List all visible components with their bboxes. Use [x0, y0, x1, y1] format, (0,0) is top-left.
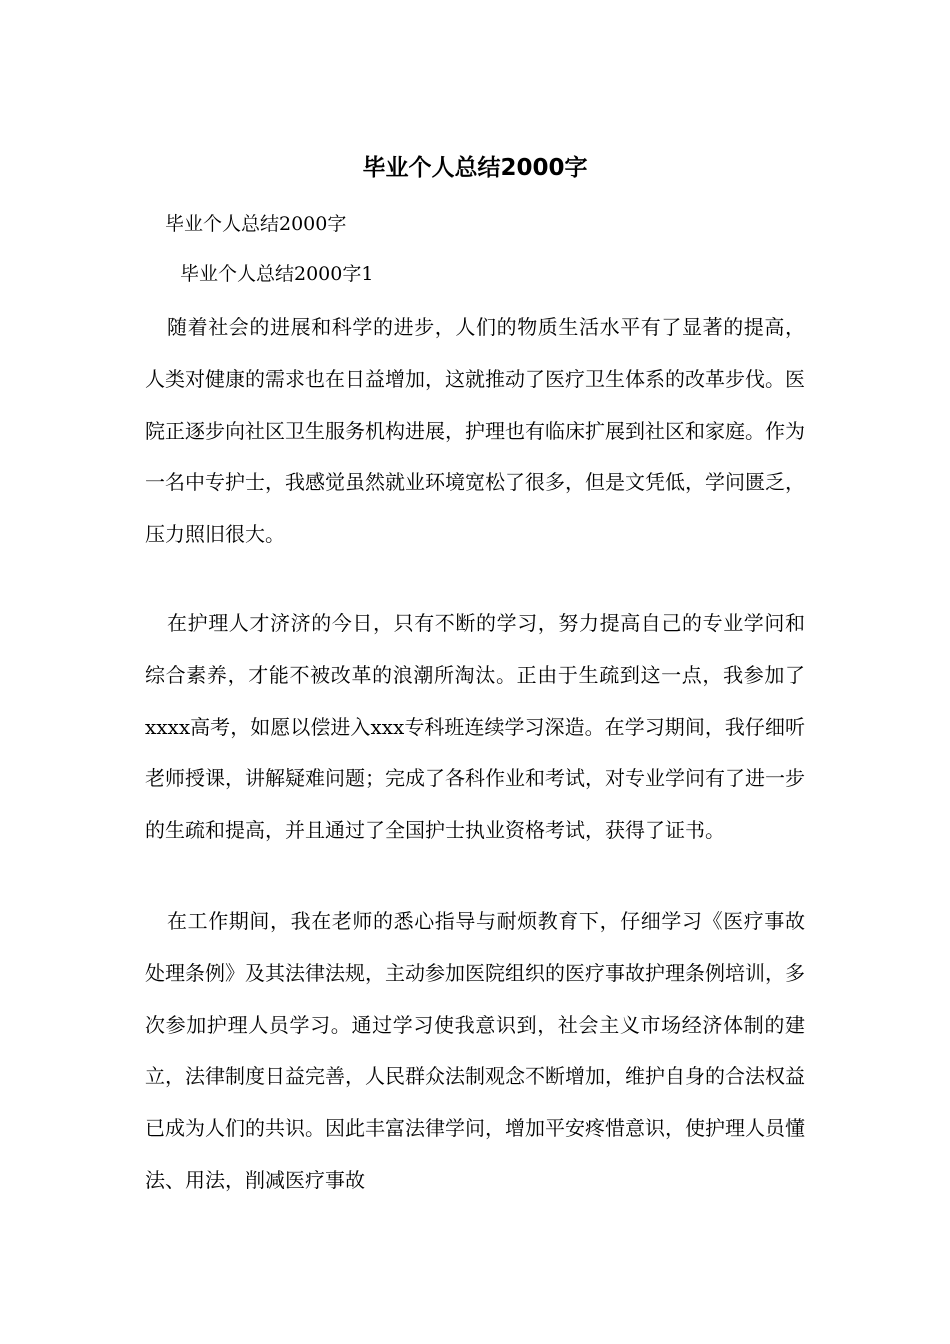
paragraph-3: 在工作期间，我在老师的悉心指导与耐烦教育下，仔细学习《医疗事故处理条例》及其法律法规，主动参加医院组织的医疗事故护理条例培训，多次参加护理人员学习。通过学习使我意识到，社会主义市场经济体制的建立，法律制度日益完善，人民群众法制观念不断增加，维护自身的合法权益已成为人们的共识。因此丰富法律学问，增加平安疼惜意识，使护理人员懂法、用法，削减医疗事故	[145, 909, 805, 1192]
paragraph-1: 随着社会的进展和科学的进步，人们的物质生活水平有了显著的提高，人类对健康的需求也在日益增加，这就推动了医疗卫生体系的改革步伐。医院正逐步向社区卫生服务机构进展，护理也有临床扩展到社区和家庭。作为一名中专护士，我感觉虽然就业环境宽松了很多，但是文凭低，学问匮乏，压力照旧很大。	[145, 315, 805, 547]
document-subtitle: 毕业个人总结2000字	[165, 213, 347, 235]
section-heading: 毕业个人总结2000字1	[180, 263, 374, 285]
document-title: 毕业个人总结2000字	[362, 155, 588, 181]
paragraph-2: 在护理人才济济的今日，只有不断的学习，努力提高自己的专业学问和综合素养，才能不被改革的浪潮所淘汰。正由于生疏到这一点，我参加了xxxx高考，如愿以偿进入xxx专科班连续学习深造。在学习期间，我仔细听老师授课，讲解疑难问题；完成了各科作业和考试，对专业学问有了进一步的生疏和提高，并且通过了全国护士执业资格考试，获得了证书。	[145, 611, 805, 843]
